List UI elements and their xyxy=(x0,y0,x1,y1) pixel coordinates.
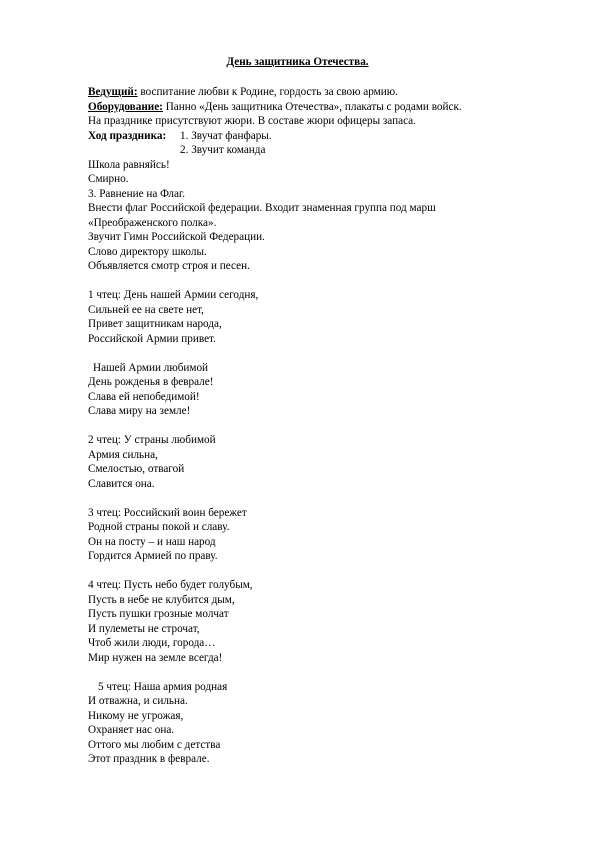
document-body xyxy=(88,85,528,767)
verse-line: И отважна, и сильна. xyxy=(88,695,188,707)
stanza-5 xyxy=(88,578,528,665)
stanza-3 xyxy=(88,433,528,491)
ceremony-line: Школа равняйсь! xyxy=(88,158,170,171)
verse-line: 3 чтец: Российский воин бережет xyxy=(88,506,247,519)
verse-line: Армия сильна, xyxy=(88,448,158,461)
goal-text: воспитание любви к Родине, гордость за свою армию. xyxy=(137,86,398,98)
verse-line: День рожденья в феврале! xyxy=(88,376,214,388)
stanza-gap xyxy=(88,665,528,680)
stanza-gap xyxy=(88,564,528,579)
verse-line: Чтоб жили люди, города… xyxy=(88,637,216,649)
jury-line: На празднике присутствуют жюри. В составе жюри офицеры запаса. xyxy=(88,115,416,127)
verse-line: Пусть в небе не клубится дым, xyxy=(88,593,235,606)
equipment-label: Оборудование: xyxy=(88,100,163,113)
ceremony-line: 3. Равнение на Флаг. xyxy=(88,187,186,200)
stanza-2 xyxy=(88,361,528,419)
verse-line: Гордится Армией по праву. xyxy=(88,550,218,562)
document-title: День защитника Отечества. xyxy=(226,56,369,68)
equipment-line xyxy=(88,100,528,115)
course-item-2: 2. Звучит команда xyxy=(180,144,266,156)
equipment-text: Панно «День защитника Отечества», плакаты с родами войск. xyxy=(162,100,462,113)
ceremony-line: Слово директору школы. xyxy=(88,245,207,258)
verse-line: Слава миру на земле! xyxy=(88,405,191,417)
verse-line: Родной страны покой и славу. xyxy=(88,521,230,533)
verse-line: Сильней ее на свете нет, xyxy=(88,303,204,316)
goal-line xyxy=(88,85,528,100)
course-line xyxy=(88,129,528,144)
stanza-gap xyxy=(88,419,528,434)
ceremony-line: «Преображенского полка». xyxy=(88,216,217,229)
verse-line: Этот праздник в феврале. xyxy=(88,753,210,765)
verse-line: Мир нужен на земле всегда! xyxy=(88,651,223,664)
ceremony-line: Объявляется смотр строя и песен. xyxy=(88,260,250,272)
verse-line: Слава ей непобедимой! xyxy=(88,390,200,403)
verse-line: И пулеметы не строчат, xyxy=(88,622,200,635)
stanza-1 xyxy=(88,288,528,346)
verse-line: Он на посту – и наш народ xyxy=(88,535,216,548)
verse-line: 4 чтец: Пусть небо будет голубым, xyxy=(88,579,253,591)
verse-line: 2 чтец: У страны любимой xyxy=(88,434,216,446)
verse-line: Пусть пушки грозные молчат xyxy=(88,608,229,620)
goal-label: Ведущий: xyxy=(88,86,138,98)
ceremony-line: Внести флаг Российской федерации. Входит знаменная группа под марш xyxy=(88,202,436,214)
course-label: Ход праздника: xyxy=(88,129,167,142)
stanza-gap xyxy=(88,274,528,289)
verse-line: Славится она. xyxy=(88,477,155,490)
verse-line: Смелостью, отвагой xyxy=(88,463,185,475)
stanza-6 xyxy=(88,680,528,767)
verse-line: 5 чтец: Наша армия родная xyxy=(98,680,228,693)
verse-line: Привет защитникам народа, xyxy=(88,318,222,330)
verse-line: 1 чтец: День нашей Армии сегодня, xyxy=(88,289,259,301)
verse-line: Оттого мы любим с детства xyxy=(88,738,221,751)
ceremony-line: Звучит Гимн Российской Федерации. xyxy=(88,231,265,243)
verse-line: Нашей Армии любимой xyxy=(93,361,209,374)
ceremony-line: Смирно. xyxy=(88,173,129,185)
verse-line: Никому не угрожая, xyxy=(88,709,184,722)
course-item-1: 1. Звучат фанфары. xyxy=(180,129,272,142)
stanza-gap xyxy=(88,491,528,506)
stanza-4 xyxy=(88,506,528,564)
verse-line: Охраняет нас она. xyxy=(88,724,175,736)
verse-line: Российской Армии привет. xyxy=(88,332,216,345)
stanza-gap xyxy=(88,346,528,361)
